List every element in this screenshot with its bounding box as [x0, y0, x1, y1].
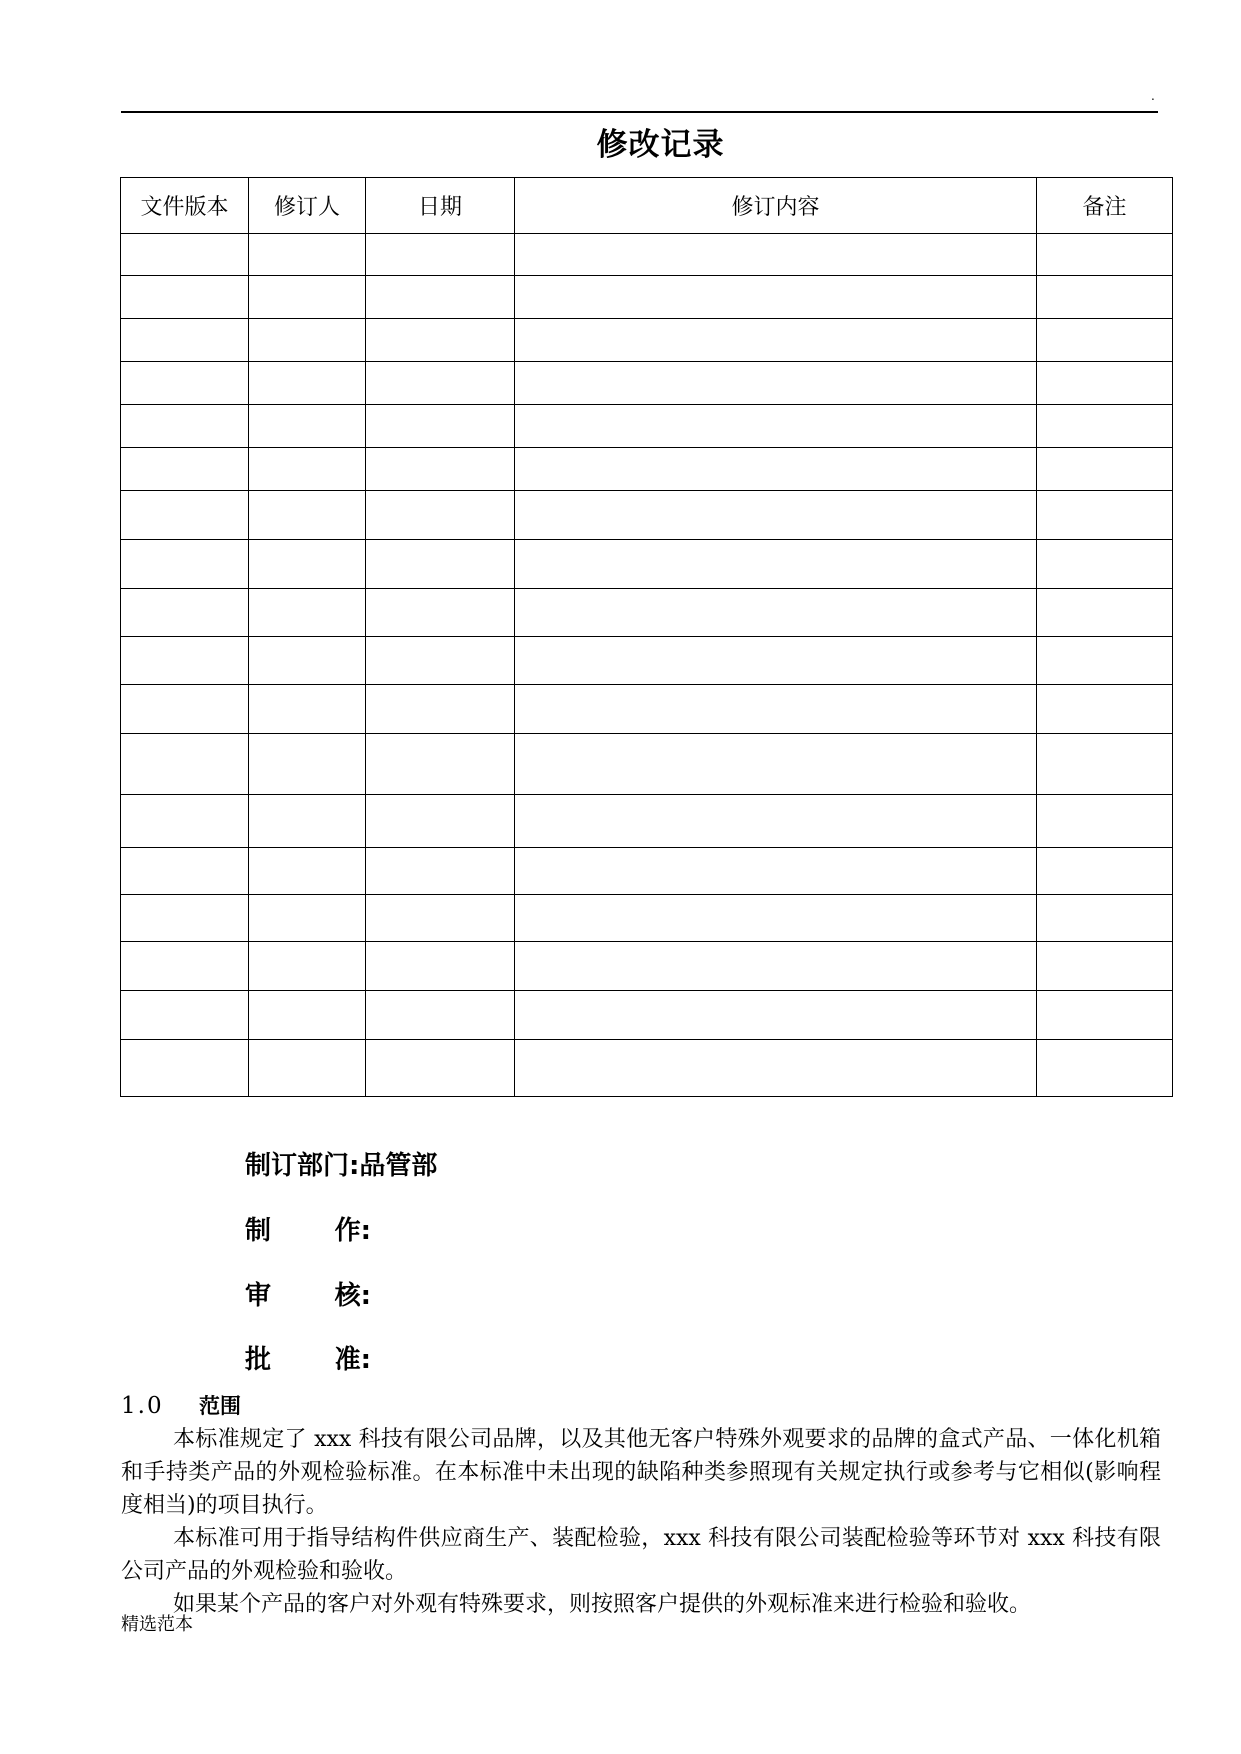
- table-cell[interactable]: [366, 362, 515, 405]
- section-heading: [121, 1390, 241, 1422]
- table-cell[interactable]: [121, 589, 249, 637]
- reviewed-by-line: [245, 1279, 371, 1322]
- table-cell[interactable]: [515, 848, 1037, 895]
- table-cell[interactable]: [515, 685, 1037, 734]
- table-cell[interactable]: [121, 848, 249, 895]
- table-cell[interactable]: [366, 895, 515, 942]
- table-cell[interactable]: [249, 362, 366, 405]
- table-cell[interactable]: [515, 991, 1037, 1040]
- table-cell[interactable]: [121, 685, 249, 734]
- table-row: [121, 491, 1173, 540]
- table-row: [121, 540, 1173, 589]
- header-remarks: 备注: [1037, 178, 1173, 234]
- table-cell[interactable]: [515, 319, 1037, 362]
- section-number: 1.0: [121, 1393, 164, 1419]
- approved-by-label: 批 准:: [245, 1345, 371, 1375]
- table-cell[interactable]: [515, 895, 1037, 942]
- table-cell[interactable]: [1037, 319, 1173, 362]
- table-cell[interactable]: [121, 942, 249, 991]
- table-cell[interactable]: [1037, 942, 1173, 991]
- table-cell[interactable]: [366, 734, 515, 795]
- approved-by-line: [245, 1343, 371, 1386]
- table-cell[interactable]: [1037, 362, 1173, 405]
- section-title: 范围: [199, 1394, 241, 1418]
- table-cell[interactable]: [515, 637, 1037, 685]
- table-cell[interactable]: [366, 848, 515, 895]
- table-row: [121, 848, 1173, 895]
- table-cell[interactable]: [366, 540, 515, 589]
- table-cell[interactable]: [249, 491, 366, 540]
- table-cell[interactable]: [515, 234, 1037, 276]
- table-cell[interactable]: [515, 942, 1037, 991]
- table-cell[interactable]: [366, 942, 515, 991]
- page-title: 修改记录: [596, 127, 725, 163]
- table-cell[interactable]: [1037, 1040, 1173, 1097]
- table-cell[interactable]: [1037, 637, 1173, 685]
- table-cell[interactable]: [515, 405, 1037, 448]
- table-cell[interactable]: [515, 448, 1037, 491]
- corner-mark: .: [1151, 89, 1155, 103]
- table-cell[interactable]: [249, 734, 366, 795]
- table-row: [121, 362, 1173, 405]
- header-content: 修订内容: [515, 178, 1037, 234]
- table-cell[interactable]: [121, 795, 249, 848]
- table-cell[interactable]: [1037, 491, 1173, 540]
- revision-table: [120, 177, 1173, 1097]
- table-cell[interactable]: [366, 234, 515, 276]
- made-by-label: 制 作:: [245, 1216, 371, 1246]
- table-cell[interactable]: [1037, 895, 1173, 942]
- table-cell[interactable]: [121, 540, 249, 589]
- table-cell[interactable]: [1037, 234, 1173, 276]
- table-row: [121, 895, 1173, 942]
- table-cell[interactable]: [366, 319, 515, 362]
- table-row: [121, 276, 1173, 319]
- header-rule: [121, 111, 1158, 113]
- table-cell[interactable]: [249, 942, 366, 991]
- table-cell[interactable]: [1037, 991, 1173, 1040]
- table-row: [121, 319, 1173, 362]
- table-cell[interactable]: [121, 276, 249, 319]
- reviewed-by-label: 审 核:: [245, 1281, 371, 1311]
- table-cell[interactable]: [515, 540, 1037, 589]
- table-row: [121, 795, 1173, 848]
- table-cell[interactable]: [121, 734, 249, 795]
- table-cell[interactable]: [249, 448, 366, 491]
- table-cell[interactable]: [1037, 795, 1173, 848]
- table-row: [121, 685, 1173, 734]
- table-cell[interactable]: [366, 589, 515, 637]
- table-cell[interactable]: [366, 491, 515, 540]
- table-row: [121, 1040, 1173, 1097]
- table-row: [121, 405, 1173, 448]
- table-row: [121, 448, 1173, 491]
- table-cell[interactable]: [121, 319, 249, 362]
- scope-paragraph-2: 本标准可用于指导结构件供应商生产、装配检验，xxx 科技有限公司装配检验等环节对 xxx 科技有限公司产品的外观检验和验收。: [121, 1526, 1161, 1584]
- table-cell[interactable]: [366, 637, 515, 685]
- table-cell[interactable]: [366, 448, 515, 491]
- table-cell[interactable]: [121, 491, 249, 540]
- table-cell[interactable]: [1037, 734, 1173, 795]
- scope-paragraph-1: 本标准规定了 xxx 科技有限公司品牌，以及其他无客户特殊外观要求的品牌的盒式产品、一体化机箱和手持类产品的外观检验标准。在本标准中未出现的缺陷种类参照现有关规定执行或参考与它相似(影响程度相当)的项目执行。: [121, 1427, 1161, 1518]
- made-by-line: [245, 1214, 371, 1257]
- revision-table-body: [121, 234, 1173, 1097]
- table-row: [121, 942, 1173, 991]
- table-cell[interactable]: [366, 795, 515, 848]
- scope-paragraph-3: 如果某个产品的客户对外观有特殊要求，则按照客户提供的外观标准来进行检验和验收。: [173, 1592, 1032, 1617]
- table-cell[interactable]: [249, 795, 366, 848]
- table-cell[interactable]: [249, 1040, 366, 1097]
- table-row: [121, 234, 1173, 276]
- header-date: 日期: [366, 178, 515, 234]
- table-cell[interactable]: [515, 491, 1037, 540]
- table-cell[interactable]: [515, 589, 1037, 637]
- department-value: 品管部: [359, 1151, 438, 1181]
- table-row: [121, 991, 1173, 1040]
- table-cell[interactable]: [366, 1040, 515, 1097]
- table-cell[interactable]: [249, 589, 366, 637]
- table-cell[interactable]: [1037, 589, 1173, 637]
- table-cell[interactable]: [249, 276, 366, 319]
- table-cell[interactable]: [249, 895, 366, 942]
- table-cell[interactable]: [249, 540, 366, 589]
- department-label: 制订部门:: [245, 1151, 360, 1181]
- table-cell[interactable]: [515, 276, 1037, 319]
- table-cell[interactable]: [249, 234, 366, 276]
- table-cell[interactable]: [249, 637, 366, 685]
- table-cell[interactable]: [515, 362, 1037, 405]
- table-cell[interactable]: [249, 991, 366, 1040]
- footer-note: 精选范本: [121, 1614, 193, 1635]
- table-cell[interactable]: [121, 1040, 249, 1097]
- table-cell[interactable]: [1037, 540, 1173, 589]
- table-cell[interactable]: [249, 848, 366, 895]
- table-cell[interactable]: [515, 1040, 1037, 1097]
- table-row: [121, 637, 1173, 685]
- table-cell[interactable]: [366, 276, 515, 319]
- table-cell[interactable]: [121, 895, 249, 942]
- table-cell[interactable]: [515, 734, 1037, 795]
- table-cell[interactable]: [121, 637, 249, 685]
- table-cell[interactable]: [121, 362, 249, 405]
- table-cell[interactable]: [1037, 448, 1173, 491]
- table-cell[interactable]: [249, 405, 366, 448]
- table-cell[interactable]: [366, 405, 515, 448]
- table-cell[interactable]: [1037, 405, 1173, 448]
- header-reviser: 修订人: [249, 178, 366, 234]
- table-row: [121, 734, 1173, 795]
- table-cell[interactable]: [366, 991, 515, 1040]
- table-cell[interactable]: [121, 405, 249, 448]
- table-cell[interactable]: [249, 319, 366, 362]
- table-row: [121, 589, 1173, 637]
- table-cell[interactable]: [121, 448, 249, 491]
- table-cell[interactable]: [249, 685, 366, 734]
- table-cell[interactable]: [1037, 848, 1173, 895]
- table-cell[interactable]: [1037, 276, 1173, 319]
- table-cell[interactable]: [515, 795, 1037, 848]
- table-cell[interactable]: [121, 991, 249, 1040]
- header-version: 文件版本: [121, 178, 249, 234]
- revision-table-header: [121, 178, 1173, 234]
- table-cell[interactable]: [121, 234, 249, 276]
- table-cell[interactable]: [1037, 685, 1173, 734]
- table-cell[interactable]: [366, 685, 515, 734]
- department-line: [245, 1149, 437, 1183]
